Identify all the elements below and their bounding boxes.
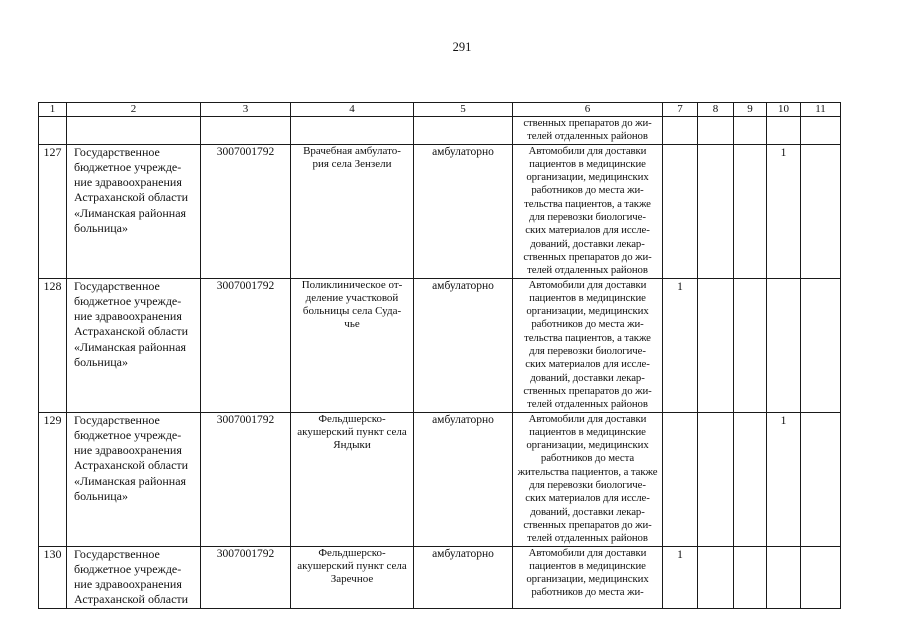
row-number-cell bbox=[39, 117, 67, 145]
column-10-cell bbox=[767, 117, 801, 145]
code-cell bbox=[201, 117, 291, 145]
organization-cell: Государственное бюджетное учрежде- ние здравоохранения Астраханской области bbox=[67, 546, 201, 608]
column-8-cell bbox=[698, 117, 734, 145]
column-7-cell bbox=[663, 144, 698, 278]
column-number-header: 5 bbox=[414, 103, 513, 117]
vehicle-allocation-table bbox=[38, 102, 841, 609]
column-10-cell: 1 bbox=[767, 144, 801, 278]
purpose-cell: Автомобили для доставки пациентов в медицинские организации, медицинских работников до места жи- тельства пациентов, а также для перевозки биологиче- ских материалов для иссле- дований, доставки лекар- ственных препаратов до жи- телей отдаленных районов bbox=[513, 144, 663, 278]
column-8-cell bbox=[698, 278, 734, 412]
table-header-row bbox=[39, 103, 841, 117]
organization-cell bbox=[67, 117, 201, 145]
table-row bbox=[39, 546, 841, 608]
column-number-header: 6 bbox=[513, 103, 663, 117]
table-row bbox=[39, 117, 841, 145]
purpose-cell: Автомобили для доставки пациентов в медицинские организации, медицинских работников до места жи- bbox=[513, 546, 663, 608]
column-7-cell: 1 bbox=[663, 546, 698, 608]
purpose-cell: Автомобили для доставки пациентов в медицинские организации, медицинских работников до места жи- тельства пациентов, а также для перевозки биологиче- ских материалов для иссле- дований, доставки лекар- ственных препаратов до жи- телей отдаленных районов bbox=[513, 278, 663, 412]
purpose-cell: Автомобили для доставки пациентов в медицинские организации, медицинских работников до места жительства пациентов, а также для перевозки биологиче- ских материалов для иссле- дований, доставки лекар- ственных препаратов до жи- телей отдаленных районов bbox=[513, 412, 663, 546]
unit-name-cell bbox=[291, 117, 414, 145]
unit-name-cell: Фельдшерско- акушерский пункт села Яндыки bbox=[291, 412, 414, 546]
column-10-cell: 1 bbox=[767, 412, 801, 546]
column-11-cell bbox=[801, 117, 841, 145]
table-body bbox=[39, 103, 841, 609]
row-number-cell: 127 bbox=[39, 144, 67, 278]
table-row bbox=[39, 412, 841, 546]
unit-name-cell: Поликлиническое от- деление участковой больницы села Суда- чье bbox=[291, 278, 414, 412]
column-number-header: 9 bbox=[734, 103, 767, 117]
unit-name-cell: Фельдшерско- акушерский пункт села Заречное bbox=[291, 546, 414, 608]
care-mode-cell: амбулаторно bbox=[414, 546, 513, 608]
column-9-cell bbox=[734, 117, 767, 145]
table-row bbox=[39, 278, 841, 412]
column-10-cell bbox=[767, 546, 801, 608]
code-cell: 3007001792 bbox=[201, 144, 291, 278]
code-cell: 3007001792 bbox=[201, 412, 291, 546]
column-number-header: 4 bbox=[291, 103, 414, 117]
column-8-cell bbox=[698, 412, 734, 546]
row-number-cell: 129 bbox=[39, 412, 67, 546]
page-number: 291 bbox=[452, 40, 472, 54]
column-9-cell bbox=[734, 278, 767, 412]
column-9-cell bbox=[734, 144, 767, 278]
column-9-cell bbox=[734, 546, 767, 608]
column-number-header: 1 bbox=[39, 103, 67, 117]
column-number-header: 2 bbox=[67, 103, 201, 117]
column-10-cell bbox=[767, 278, 801, 412]
column-number-header: 3 bbox=[201, 103, 291, 117]
column-number-header: 8 bbox=[698, 103, 734, 117]
column-11-cell bbox=[801, 546, 841, 608]
care-mode-cell: амбулаторно bbox=[414, 412, 513, 546]
column-7-cell bbox=[663, 117, 698, 145]
column-8-cell bbox=[698, 144, 734, 278]
organization-cell: Государственное бюджетное учрежде- ние здравоохранения Астраханской области «Лиманская районная больница» bbox=[67, 412, 201, 546]
column-number-header: 10 bbox=[767, 103, 801, 117]
table-row bbox=[39, 144, 841, 278]
column-11-cell bbox=[801, 144, 841, 278]
column-9-cell bbox=[734, 412, 767, 546]
column-7-cell bbox=[663, 412, 698, 546]
care-mode-cell bbox=[414, 117, 513, 145]
care-mode-cell: амбулаторно bbox=[414, 144, 513, 278]
column-number-header: 7 bbox=[663, 103, 698, 117]
row-number-cell: 130 bbox=[39, 546, 67, 608]
column-number-header: 11 bbox=[801, 103, 841, 117]
purpose-cell: ственных препаратов до жи- телей отдаленных районов bbox=[513, 117, 663, 145]
column-7-cell: 1 bbox=[663, 278, 698, 412]
care-mode-cell: амбулаторно bbox=[414, 278, 513, 412]
column-8-cell bbox=[698, 546, 734, 608]
column-11-cell bbox=[801, 278, 841, 412]
code-cell: 3007001792 bbox=[201, 546, 291, 608]
unit-name-cell: Врачебная амбулато- рия села Зензели bbox=[291, 144, 414, 278]
code-cell: 3007001792 bbox=[201, 278, 291, 412]
organization-cell: Государственное бюджетное учрежде- ние здравоохранения Астраханской области «Лиманская районная больница» bbox=[67, 144, 201, 278]
column-11-cell bbox=[801, 412, 841, 546]
organization-cell: Государственное бюджетное учрежде- ние здравоохранения Астраханской области «Лиманская районная больница» bbox=[67, 278, 201, 412]
row-number-cell: 128 bbox=[39, 278, 67, 412]
